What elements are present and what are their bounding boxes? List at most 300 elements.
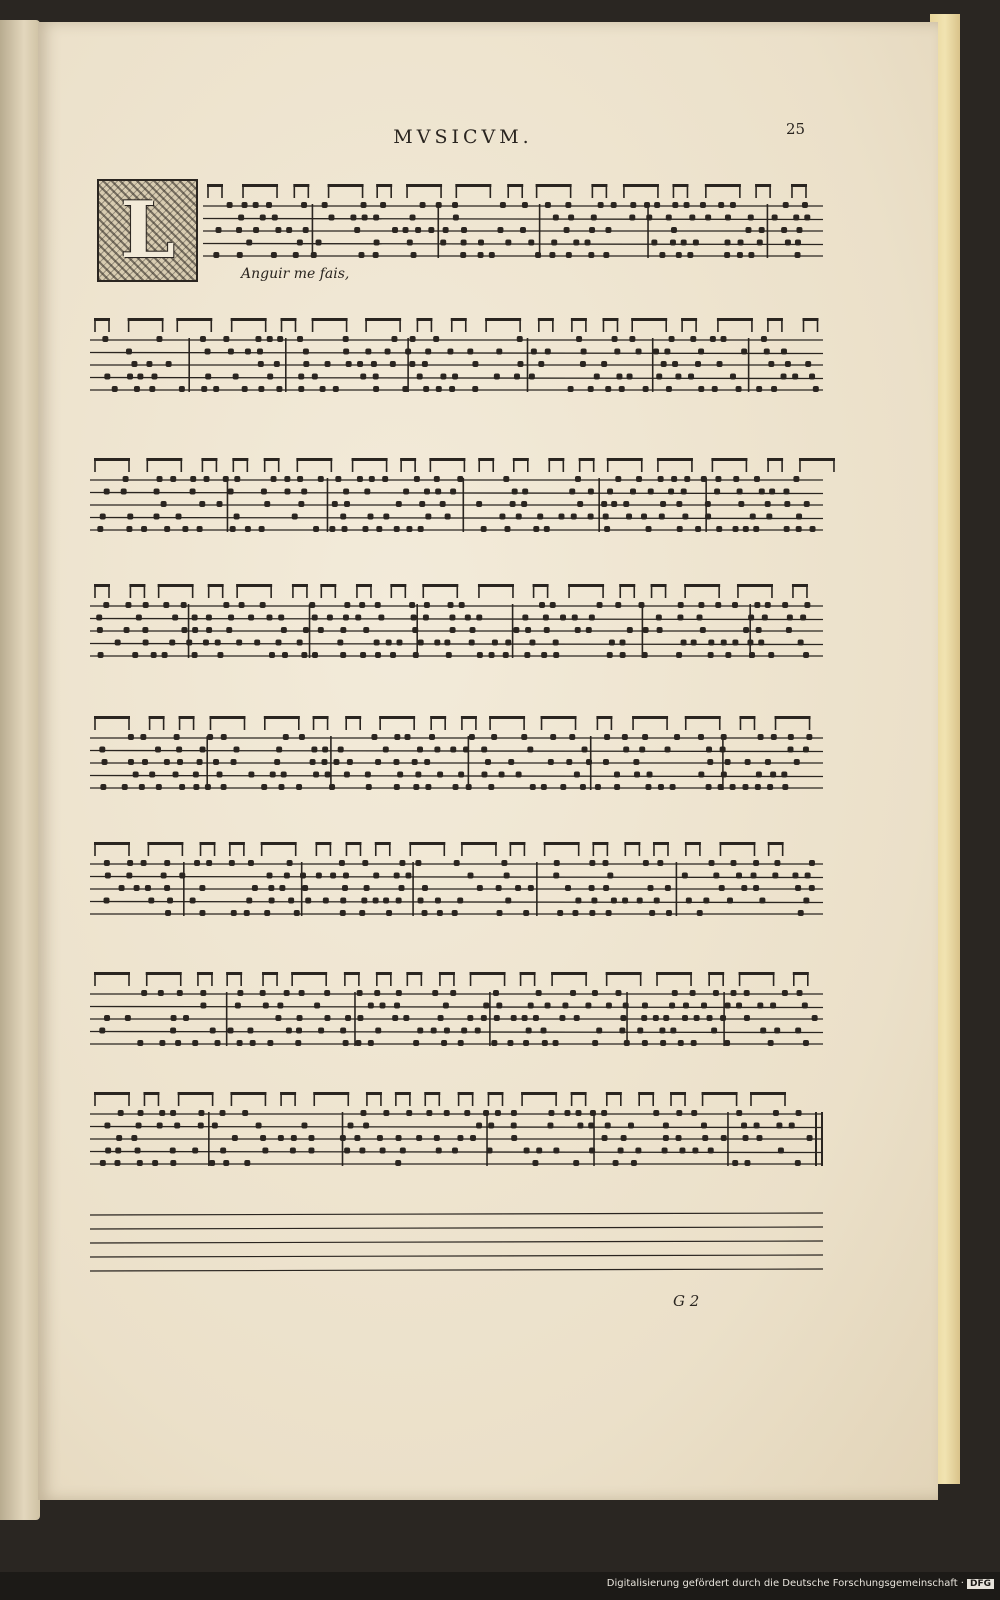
tab-note [604,734,610,740]
tab-note [476,615,482,621]
tab-note [246,240,252,246]
tab-note [457,1135,463,1141]
tab-note [491,1040,497,1046]
tab-note [774,860,780,866]
tab-note [170,476,176,482]
tab-note [564,1110,570,1116]
tab-note [464,1110,470,1116]
tab-note [813,386,819,392]
tab-note [286,1028,292,1034]
tab-note [528,1003,534,1009]
tab-note [432,990,438,996]
tab-note [691,640,697,646]
tab-note [283,734,289,740]
tab-note [705,215,711,221]
rhythm-beam [390,584,406,587]
rhythm-beam [147,842,183,845]
tab-note [803,747,809,753]
tab-note [765,501,771,507]
tab-note [731,990,737,996]
tab-note [418,526,424,532]
tab-note [413,1040,419,1046]
tab-note [687,252,693,258]
rhythm-beam [685,842,701,845]
tab-note [431,1028,437,1034]
rhythm-beam [509,842,525,845]
tab-note [638,602,644,608]
tab-note [496,885,502,891]
tab-note [550,734,556,740]
tab-note [530,784,536,790]
tab-note [761,336,767,342]
tab-note [440,374,446,380]
rhythm-beam [538,318,554,321]
tab-note [700,202,706,208]
rhythm-beam [366,1092,382,1095]
tab-note [730,374,736,380]
tab-note [301,652,307,658]
tab-note [122,784,128,790]
tab-note [237,990,243,996]
tab-note [697,615,703,621]
tab-note [743,627,749,633]
tab-note [361,202,367,208]
tab-note [591,898,597,904]
tab-note [328,215,334,221]
tab-note [589,885,595,891]
tab-note [676,252,682,258]
tab-note [568,386,574,392]
tab-note [253,227,259,233]
tab-note [508,759,514,765]
tab-note [715,476,721,482]
tab-note [314,1003,320,1009]
tab-note [657,627,663,633]
rhythm-beam [376,972,392,975]
tab-note [228,1028,234,1034]
tab-note [238,215,244,221]
rhythm-beam [533,584,549,587]
tab-note [276,747,282,753]
tab-note [118,1110,124,1116]
tab-note [594,374,600,380]
rhythm-beam [345,842,361,845]
tab-note [707,759,713,765]
tab-note [768,1040,774,1046]
tab-note [278,615,284,621]
tab-note [507,1040,513,1046]
tab-note [541,784,547,790]
tab-note [355,1040,361,1046]
tab-note [411,615,417,621]
tab-note [607,873,613,879]
tab-note [329,784,335,790]
tab-note [425,349,431,355]
tab-note [424,602,430,608]
rhythm-beam [345,716,361,719]
tab-note [445,514,451,520]
tab-note [469,734,475,740]
tab-note [788,734,794,740]
tab-note [383,747,389,753]
tab-note [674,734,680,740]
tab-note [266,615,272,621]
tab-note [221,784,227,790]
tab-note [373,252,379,258]
rhythm-beam [375,842,391,845]
tab-note [380,202,386,208]
tab-note [737,489,743,495]
tab-note [242,386,248,392]
tab-note [286,227,292,233]
tab-note [435,898,441,904]
tab-note [613,1160,619,1166]
rhythm-beam [739,972,775,975]
tab-note [434,1135,440,1141]
tab-note [406,526,412,532]
tab-note [268,885,274,891]
tab-note [612,336,618,342]
tab-note [646,215,652,221]
tab-note [281,627,287,633]
rhythm-beam [461,716,477,719]
tab-note [458,1040,464,1046]
tab-note [182,526,188,532]
tab-note [312,652,318,658]
tab-note [764,349,770,355]
rhythm-beam [226,972,242,975]
rhythm-beam [179,716,195,719]
tab-note [311,252,317,258]
tab-note [812,1015,818,1021]
tab-note [429,734,435,740]
tab-note [549,252,555,258]
rhythm-beam [406,184,442,187]
tab-note [375,1028,381,1034]
tab-note [671,476,677,482]
tab-note [366,784,372,790]
tab-note [399,860,405,866]
tab-note [720,336,726,342]
rhythm-beam [178,1092,214,1095]
tab-note [703,898,709,904]
tab-note [357,1015,363,1021]
tab-note [796,514,802,520]
rhythm-beam [651,584,667,587]
rhythm-beam [261,842,297,845]
tab-note [417,374,423,380]
tab-note [516,772,522,778]
tab-note [258,361,264,367]
tab-note [340,898,346,904]
tab-note [698,349,704,355]
tab-note [269,898,275,904]
tab-note [248,772,254,778]
tab-note [511,1123,517,1129]
rhythm-beam [791,184,807,187]
tab-note [323,898,329,904]
tab-note [757,240,763,246]
tab-note [252,885,258,891]
tab-note [544,526,550,532]
tab-note [496,1003,502,1009]
tab-note [671,227,677,233]
tab-note [756,386,762,392]
tab-note [303,227,309,233]
tab-note [216,227,222,233]
tab-note [374,990,380,996]
rhythm-beam [424,1092,440,1095]
tab-note [220,1110,226,1116]
tab-note [603,514,609,520]
rhythm-beam [201,458,217,461]
tab-note [698,772,704,778]
tab-note [123,476,129,482]
rhythm-beam [451,318,467,321]
rhythm-beam [619,584,635,587]
tab-note [529,640,535,646]
tab-note [672,361,678,367]
tab-note [342,526,348,532]
tab-note [164,526,170,532]
tab-note [235,1003,241,1009]
tab-note [127,374,133,380]
tab-note [223,336,229,342]
tab-note [730,202,736,208]
tab-note [792,374,798,380]
tab-note [174,734,180,740]
tab-note [275,227,281,233]
tab-note [765,759,771,765]
tab-note [637,898,643,904]
tab-note [448,602,454,608]
tab-note [769,489,775,495]
tab-note [642,1040,648,1046]
tab-note [394,1003,400,1009]
tab-note [721,734,727,740]
tab-note [205,374,211,380]
tab-note [125,602,131,608]
tab-note [271,252,277,258]
tab-note [732,640,738,646]
tab-note [112,386,118,392]
staff-line [90,518,823,519]
rhythm-beam [376,184,392,187]
rhythm-beam [264,458,280,461]
tab-note [698,386,704,392]
tab-note [403,227,409,233]
tab-note [523,910,529,916]
tab-note [365,772,371,778]
tab-note [713,990,719,996]
tab-note [277,336,283,342]
tab-note [627,627,633,633]
tab-note [360,1110,366,1116]
tab-note [223,602,229,608]
tab-note [340,514,346,520]
tab-note [412,759,418,765]
rhythm-beam [606,972,642,975]
tab-note [670,240,676,246]
tab-note [310,759,316,765]
tab-note [357,361,363,367]
tab-note [248,860,254,866]
tab-note [495,1110,501,1116]
tab-note [803,898,809,904]
tab-note [786,627,792,633]
tab-note [223,1160,229,1166]
tab-note [262,1148,268,1154]
tab-note [558,514,564,520]
tab-note [744,990,750,996]
tab-note [771,734,777,740]
tab-note [417,1028,423,1034]
tab-note [368,514,374,520]
tab-note [242,202,248,208]
tab-note [767,784,773,790]
tab-note [141,860,147,866]
rhythm-beam [579,458,595,461]
tab-note [646,526,652,532]
tab-note [595,784,601,790]
tab-note [522,615,528,621]
tab-note [782,784,788,790]
tab-note [642,734,648,740]
tab-note [682,873,688,879]
tab-note [190,476,196,482]
tab-note [528,885,534,891]
tab-note [176,747,182,753]
empty-staff-line [90,1241,823,1243]
tab-note [635,1148,641,1154]
tab-note [277,1003,283,1009]
tab-note [423,615,429,621]
tab-note [653,1015,659,1021]
rhythm-beam [94,458,130,461]
staff-line [90,776,823,777]
tab-note [441,1040,447,1046]
tab-note [461,1028,467,1034]
rhythm-beam [623,184,659,187]
tab-note [553,640,559,646]
tab-note [136,615,142,621]
tab-note [626,514,632,520]
lyric-incipit: Anguir me fais, [241,266,350,282]
tab-note [192,652,198,658]
tab-note [201,386,207,392]
tab-note [550,602,556,608]
tab-note [781,374,787,380]
tab-note [303,349,309,355]
tab-note [713,873,719,879]
tab-note [541,1028,547,1034]
tab-note [700,627,706,633]
facing-page-edge [0,20,40,1520]
tab-note [260,215,266,221]
rhythm-beam [315,842,331,845]
tab-note [418,640,424,646]
tab-note [477,885,483,891]
tab-note [642,652,648,658]
rhythm-beam [657,458,693,461]
tab-note [371,734,377,740]
tab-note [628,1123,634,1129]
tab-note [325,361,331,367]
tab-note [99,1028,105,1034]
tab-note [660,501,666,507]
tab-note [104,489,110,495]
tab-note [694,1015,700,1021]
tab-note [620,652,626,658]
tab-note [204,476,210,482]
tab-note [396,990,402,996]
tab-note [394,784,400,790]
tab-note [778,1148,784,1154]
rhythm-beam [458,1092,474,1095]
tab-note [420,202,426,208]
tab-note [163,602,169,608]
tab-note [467,349,473,355]
tab-note [481,526,487,532]
rhythm-beam [320,584,336,587]
tab-note [666,910,672,916]
tab-note [603,759,609,765]
tab-note [343,336,349,342]
tab-note [237,252,243,258]
tab-note [524,652,530,658]
tab-note [512,489,518,495]
tab-note [744,1160,750,1166]
tab-note [358,252,364,258]
tab-note [784,526,790,532]
tab-note [681,489,687,495]
tab-note [562,1003,568,1009]
tab-note [198,1123,204,1129]
tab-note [423,386,429,392]
rhythm-beam [591,184,607,187]
tab-note [732,1160,738,1166]
rhythm-beam [176,318,212,321]
tab-note [666,386,672,392]
rhythm-beam [478,458,494,461]
tab-note [564,227,570,233]
tab-note [206,860,212,866]
tab-note [536,990,542,996]
tab-note [181,602,187,608]
tab-note [234,476,240,482]
tab-note [435,489,441,495]
tab-note [170,1148,176,1154]
tab-note [281,772,287,778]
tab-note [269,652,275,658]
tab-note [624,1040,630,1046]
tab-note [145,885,151,891]
tab-note [664,349,670,355]
tab-note [670,784,676,790]
tab-note [544,627,550,633]
tab-note [736,386,742,392]
tab-note [757,1003,763,1009]
tab-note [741,1123,747,1129]
tab-note [676,1135,682,1141]
tab-note [682,514,688,520]
tab-note [532,1160,538,1166]
tab-note [340,627,346,633]
tab-note [164,759,170,765]
tab-note [343,615,349,621]
tab-note [197,526,203,532]
tab-note [690,990,696,996]
